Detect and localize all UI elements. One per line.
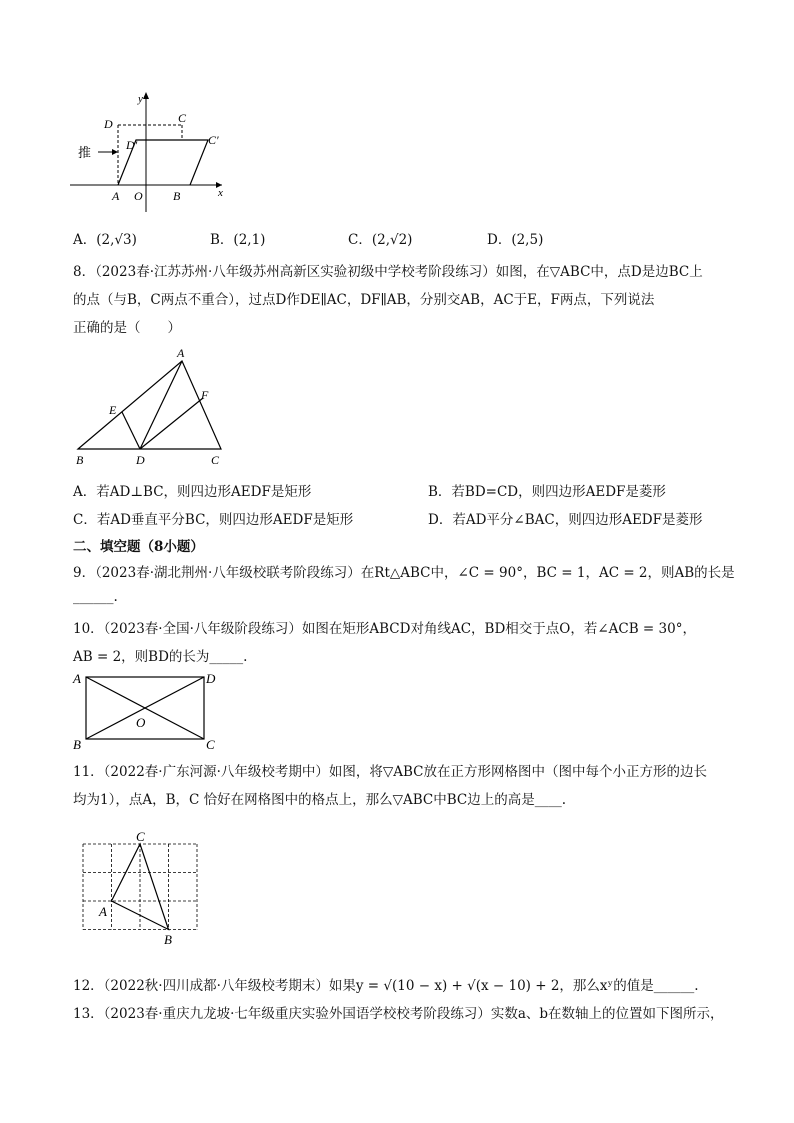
fig7-label-push: 推: [78, 145, 92, 160]
fig7-label-x: x: [218, 187, 223, 199]
fig8-label-A: A: [177, 346, 185, 360]
fig7-label-A: A: [112, 189, 120, 203]
q8-text-line2: 的点（与B，C两点不重合），过点D作DE∥AC，DF∥AB，分别交AB，AC于E，F两点，下列说法: [73, 292, 655, 308]
q9-text-line2: ______.: [73, 589, 118, 605]
grid-figure-q11: [75, 828, 205, 950]
q7-option-b-value: (2,1): [233, 232, 266, 248]
fig10-label-D: D: [206, 671, 216, 686]
fig7-label-D: D: [104, 117, 113, 131]
fig10-label-A: A: [73, 671, 81, 686]
q11-text-line2: 均为1），点A，B，C 恰好在网格图中的格点上，那么▽ABC中BC边上的高是____.: [73, 792, 567, 808]
q11-text-line1: 11．（2022春·广东河源·八年级校考期中）如图，将▽ABC放在正方形网格图中（图中每个小正方形的边长: [73, 764, 707, 780]
q7-option-c-value: (2,√2): [371, 232, 413, 248]
q13-text-line1: 13．（2023春·重庆九龙坡·七年级重庆实验外国语学校校考阶段练习）实数a、b在数轴上的位置如下图所示，: [73, 1006, 724, 1022]
triangle-figure-q8: [70, 344, 230, 470]
q7-option-a-value: (2,√3): [96, 232, 137, 248]
fig11-label-A: A: [99, 904, 107, 919]
q8-option-b: B．若BD=CD，则四边形AEDF是菱形: [428, 484, 666, 500]
fig8-label-B: B: [76, 453, 84, 467]
q7-option-b: [210, 228, 265, 248]
fig10-label-B: B: [73, 737, 81, 752]
section-title-fill-in: 二、填空题（8小题）: [73, 539, 204, 555]
q10-text-line1: 10．（2023春·全国·八年级阶段练习）如图在矩形ABCD对角线AC，BD相交于点O，若∠ACB = 30°，: [73, 621, 696, 637]
fig10-label-O: O: [136, 715, 146, 730]
q7-option-d-letter: D．: [487, 232, 512, 248]
q7-option-d-value: (2,5): [511, 232, 544, 248]
fig7-label-B: B: [173, 189, 181, 203]
fig7-label-C: C: [178, 111, 187, 125]
q8-option-c: C．若AD垂直平分BC，则四边形AEDF是矩形: [73, 512, 354, 528]
fig11-label-C: C: [136, 829, 145, 844]
q7-option-b-letter: B．: [210, 232, 234, 248]
q8-option-d: D．若AD平分∠BAC，则四边形AEDF是菱形: [428, 512, 703, 528]
fig8-label-C: C: [211, 453, 220, 467]
coordinate-figure-q7: [60, 88, 240, 218]
q12-text-line1: 12．（2022秋·四川成都·八年级校考期末）如果y = √(10 − x) + √(x − 10) + 2，那么xʸ的值是______.: [73, 978, 699, 994]
fig8-label-D: D: [136, 453, 145, 467]
fig11-label-B: B: [164, 932, 172, 947]
fig7-label-O: O: [134, 189, 143, 203]
q7-option-d: [487, 228, 543, 248]
q7-option-c: [348, 228, 412, 248]
q9-text-line1: 9．（2023春·湖北荆州·八年级校联考阶段练习）在Rt△ABC中，∠C = 90°，BC = 1，AC = 2，则AB的长是: [73, 565, 735, 581]
rectangle-figure-q10: [70, 667, 220, 753]
fig10-label-C: C: [206, 737, 215, 752]
q10-text-line2: AB = 2，则BD的长为_____.: [73, 649, 248, 665]
q8-text-line1: 8．（2023春·江苏苏州·八年级苏州高新区实验初级中学校考阶段练习）如图，在▽ABC中，点D是边BC上: [73, 264, 703, 280]
q7-option-a-letter: A．: [73, 232, 97, 248]
q8-text-line3: 正确的是（ ）: [73, 320, 181, 336]
fig8-label-F: F: [201, 388, 209, 402]
fig7-label-C-prime: C′: [208, 133, 219, 147]
fig7-label-D-prime: D′: [126, 138, 138, 152]
fig8-label-E: E: [109, 403, 117, 417]
q7-option-a: [73, 228, 137, 248]
q7-option-c-letter: C．: [348, 232, 372, 248]
q8-option-a: A．若AD⊥BC，则四边形AEDF是矩形: [73, 484, 312, 500]
fig7-label-y: y: [138, 93, 143, 105]
